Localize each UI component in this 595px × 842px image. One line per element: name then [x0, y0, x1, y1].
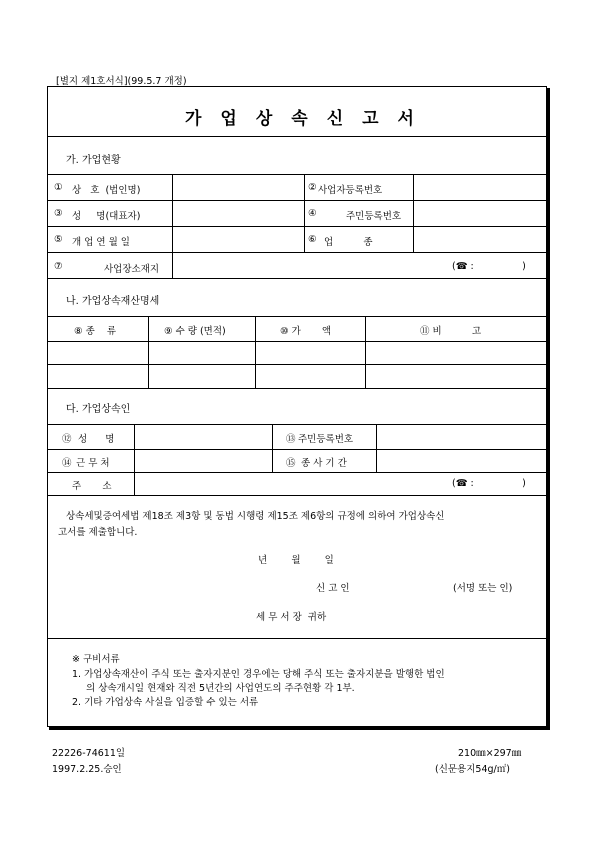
industry-field[interactable]: [414, 227, 547, 252]
label-workplace-num: ⑭: [62, 458, 72, 469]
label-resident-num: 주민등록번호: [346, 211, 402, 222]
col-value-num: ⑩: [280, 326, 289, 337]
label-biz-address-num: ⑦: [54, 261, 63, 272]
label-biz-address: 사업장소재지: [104, 264, 160, 275]
section-c-heading: 다. 가업상속인: [66, 404, 131, 415]
section-a-heading: 가. 가업현황: [66, 155, 121, 166]
col-quantity-num: ⑨: [164, 326, 173, 337]
open-date-field[interactable]: [173, 227, 304, 252]
signature-label: (서명 또는 인): [453, 583, 513, 594]
label-open-date-num: ⑤: [54, 234, 63, 245]
service-period-field[interactable]: [377, 450, 547, 472]
attachment-item-2: 2. 기타 가업상속 사실을 입증할 수 있는 서류: [72, 697, 259, 708]
attachment-item-1-line-1: 1. 가업상속재산이 주식 또는 출자지분인 경우에는 당해 주식 또는 출자지분을 발행한 법인: [72, 669, 445, 680]
label-representative-num: ③: [54, 208, 63, 219]
label-heir-address: 주 소: [72, 481, 112, 492]
label-heir-resident-num: 주민등록번호: [298, 434, 354, 445]
label-resident-num-num: ④: [308, 208, 317, 219]
label-biz-reg-num: ②: [308, 182, 317, 193]
paper-spec: (신문용지54g/㎡): [435, 764, 510, 775]
frame-shadow-right: [547, 88, 550, 729]
label-service-period: 종 사 기 간: [301, 458, 347, 469]
workplace-field[interactable]: [135, 450, 272, 472]
col-value-label: 가 액: [291, 326, 332, 337]
form-title: 가업상속신고서: [185, 109, 433, 129]
label-business-name-num: ①: [54, 182, 63, 193]
grid-line: [304, 174, 305, 252]
asset-row-1-remarks[interactable]: [366, 342, 547, 364]
asset-row-1-type[interactable]: [48, 342, 148, 364]
approval-date: 1997.2.25.승인: [52, 764, 122, 775]
col-quantity: [164, 323, 226, 337]
label-service-period-num: ⑮: [286, 458, 296, 469]
frame-shadow-bottom: [49, 727, 550, 730]
grid-line: [47, 388, 547, 389]
col-remarks: [420, 323, 481, 337]
label-business-name: 상 호 (법인명): [72, 185, 141, 196]
col-type-label: 종 류: [85, 326, 116, 337]
form-header-note: [별지 제1호서식](99.5.7 개정): [56, 76, 187, 87]
heir-phone-label: (☎ : ): [452, 478, 526, 489]
col-type-num: ⑧: [74, 326, 83, 337]
grid-line: [47, 278, 547, 279]
label-industry-num: ⑥: [308, 234, 317, 245]
col-value: [280, 323, 331, 337]
resident-num-field[interactable]: [414, 201, 547, 226]
grid-line: [47, 638, 547, 639]
label-open-date: 개 업 연 월 일: [72, 237, 130, 248]
label-heir-resident-num-num: ⑬: [286, 434, 296, 445]
label-heir-name-num: ⑫: [62, 434, 72, 445]
label-biz-reg: 사업자등록번호: [318, 185, 383, 196]
grid-line: [47, 495, 547, 496]
label-workplace: 근 무 처: [76, 458, 110, 469]
biz-reg-field[interactable]: [414, 175, 547, 200]
business-name-field[interactable]: [173, 175, 304, 200]
declaration-line-1: 상속세및증여세법 제18조 제3항 및 동법 시행령 제15조 제6항의 규정에 의하여 가업상속신: [66, 511, 445, 522]
title-divider: [47, 136, 547, 137]
grid-line: [47, 316, 547, 317]
heir-name-field[interactable]: [135, 425, 272, 449]
asset-row-2-type[interactable]: [48, 365, 148, 388]
declaration-line-2: 고서를 제출합니다.: [58, 527, 138, 538]
col-type: [74, 323, 116, 337]
label-representative: 성 명(대표자): [72, 211, 141, 222]
col-remarks-num: ⑪: [420, 326, 430, 337]
asset-row-2-remarks[interactable]: [366, 365, 547, 388]
col-remarks-label: 비 고: [432, 326, 482, 337]
label-heir-name: 성 명: [78, 434, 115, 445]
representative-field[interactable]: [173, 201, 304, 226]
asset-row-2-quantity[interactable]: [149, 365, 255, 388]
attachments-heading: ※ 구비서류: [72, 654, 120, 665]
asset-row-1-quantity[interactable]: [149, 342, 255, 364]
heir-resident-num-field[interactable]: [377, 425, 547, 449]
asset-row-2-value[interactable]: [256, 365, 365, 388]
form-code: 22226-74611일: [52, 748, 126, 759]
paper-size: 210㎜×297㎜: [458, 748, 522, 759]
declaration-date: 년 월 일: [258, 555, 334, 566]
reporter-label: 신 고 인: [316, 583, 350, 594]
label-industry: 업 종: [324, 237, 373, 248]
asset-row-1-value[interactable]: [256, 342, 365, 364]
grid-line: [272, 424, 273, 472]
col-quantity-label: 수 량 (면적): [175, 326, 226, 337]
addressee: 세 무 서 장 귀하: [256, 612, 327, 623]
attachment-item-1-line-2: 의 상속개시일 현재와 직전 5년간의 사업연도의 주주현황 각 1부.: [86, 683, 355, 694]
section-b-heading: 나. 가업상속재산명세: [66, 296, 160, 307]
biz-phone-label: (☎ : ): [452, 261, 526, 272]
